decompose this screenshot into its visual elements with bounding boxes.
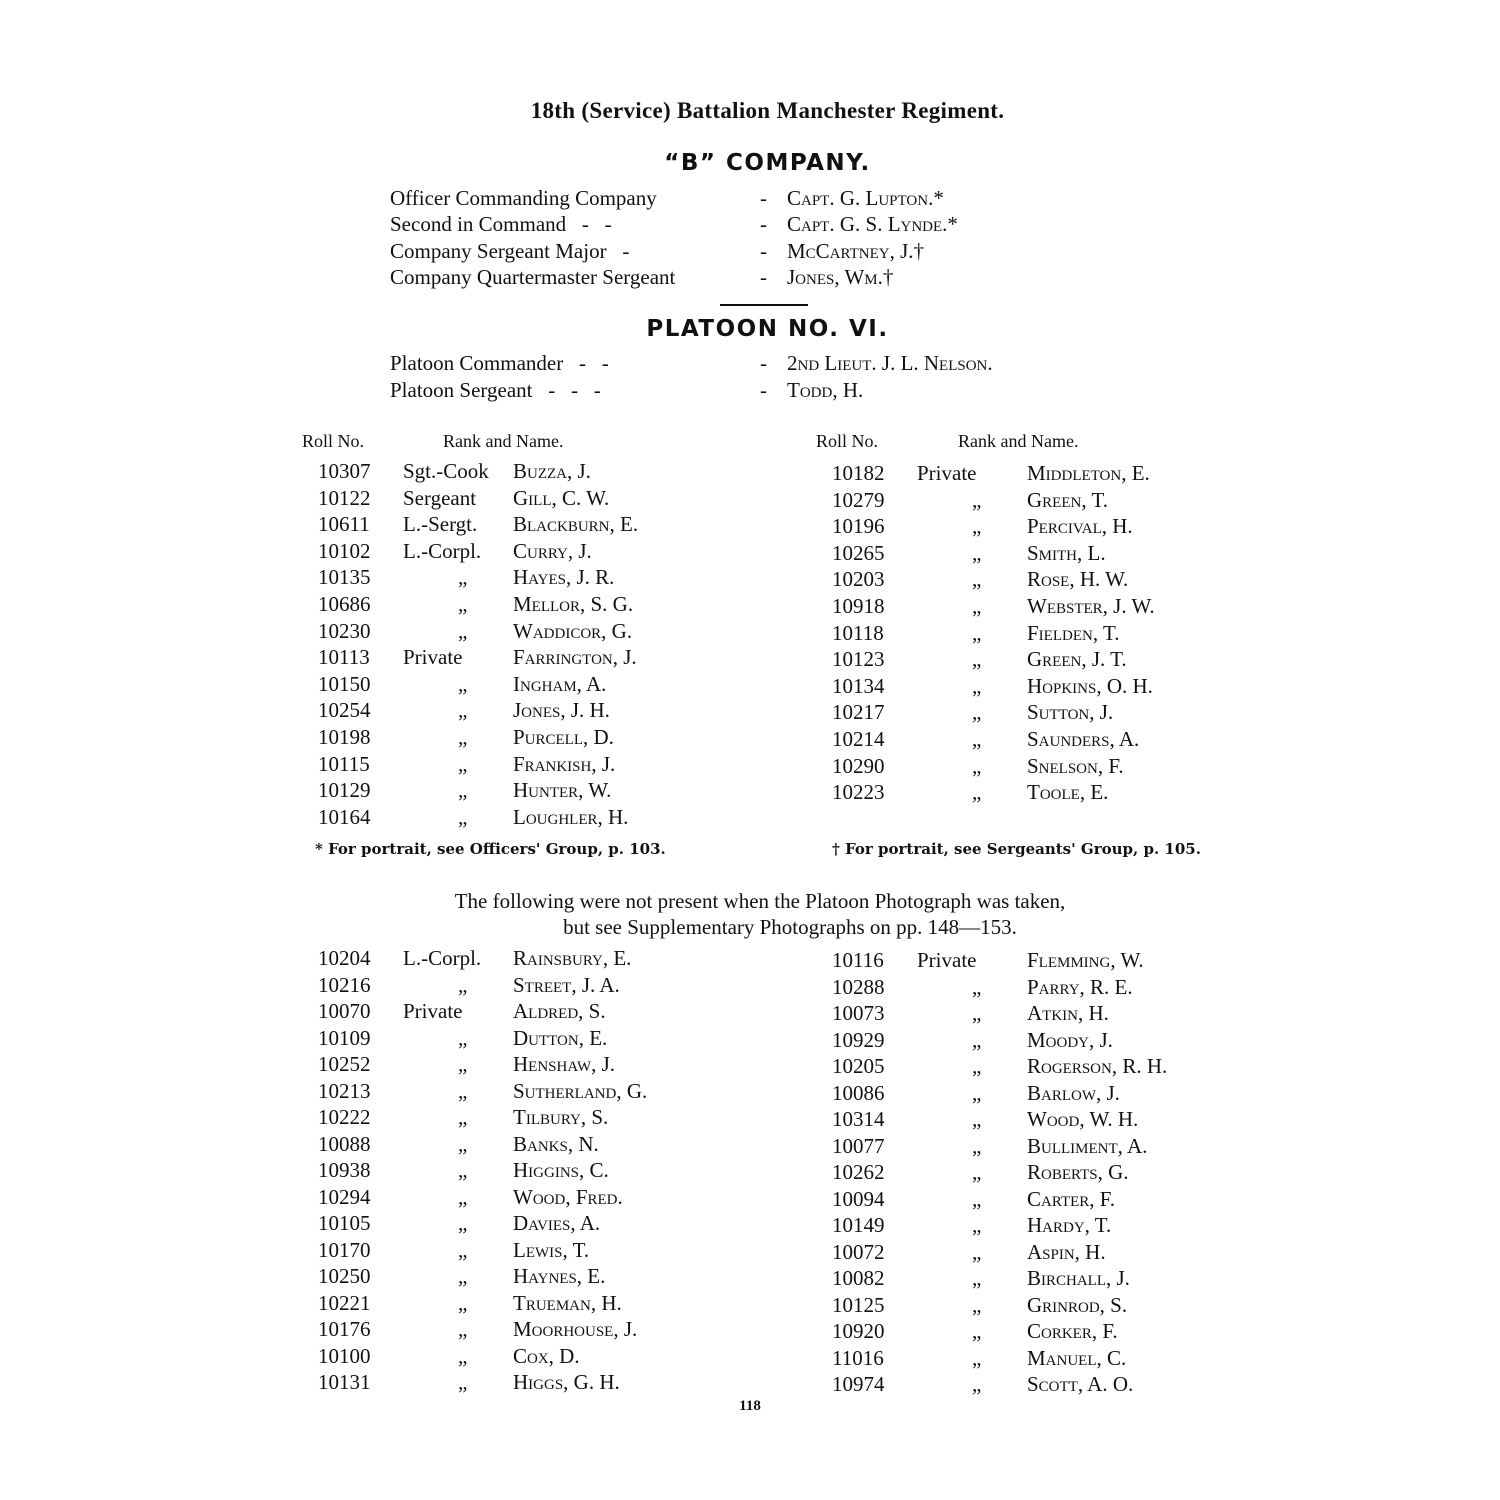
absence-notice [0, 888, 1500, 940]
rank: „ [972, 620, 982, 645]
rank: „ [458, 1317, 468, 1341]
soldier-name: Smith, L. [1027, 540, 1106, 565]
roll-number: 10109 [318, 1025, 371, 1050]
section-divider [720, 304, 808, 306]
soldier-name: Hayes, J. R. [513, 565, 615, 590]
rank: „ [972, 1345, 982, 1370]
roll-number: 10113 [318, 645, 370, 670]
soldier-name: Gill, C. W. [513, 485, 610, 510]
rank: „ [972, 1080, 982, 1105]
soldier-name: Moorhouse, J. [513, 1317, 638, 1341]
soldier-name: Webster, J. W. [1027, 594, 1155, 618]
soldier-name: Henshaw, J. [513, 1052, 616, 1076]
officer-dash: - [760, 351, 767, 375]
roll-number: 10252 [318, 1052, 371, 1076]
roll-number: 10086 [832, 1080, 885, 1105]
officer-name: Capt. G. S. Lynde.* [787, 212, 958, 236]
soldier-name: Roberts, G. [1027, 1160, 1129, 1184]
soldier-name: Haynes, E. [513, 1264, 606, 1288]
roll-number: 10294 [318, 1184, 371, 1209]
roll-number: 10314 [832, 1107, 885, 1131]
soldier-name: Birchall, J. [1027, 1266, 1130, 1290]
soldier-name: Buzza, J. [513, 459, 591, 483]
rank-name-header: Rank and Name. [958, 431, 1079, 451]
roll-number: 10217 [832, 700, 885, 725]
officer-dash: - [760, 265, 767, 289]
roll-number: 10129 [318, 778, 371, 803]
officer-name: Capt. G. Lupton.* [787, 186, 944, 210]
soldier-name: Blackburn, E. [513, 512, 639, 537]
roll-number: 10918 [832, 594, 885, 618]
rank: „ [972, 1001, 982, 1025]
officer-role: Company Sergeant Major - [390, 239, 630, 263]
rank: „ [972, 1266, 982, 1290]
rank: „ [972, 514, 982, 539]
rank: „ [458, 804, 468, 829]
roll-number: 10125 [832, 1292, 885, 1317]
soldier-name: Hopkins, O. H. [1027, 673, 1153, 698]
rank: „ [458, 1370, 468, 1394]
roll-number: 10094 [832, 1186, 885, 1211]
officer-role: Second in Command - - [390, 212, 612, 236]
roll-number: 10070 [318, 999, 371, 1023]
roll-number: 10072 [832, 1239, 885, 1264]
rank: „ [458, 1264, 468, 1288]
rank: „ [458, 725, 468, 749]
soldier-name: Ingham, A. [513, 671, 607, 696]
rank: „ [972, 1186, 982, 1211]
absence-notice-line: but see Supplementary Photographs on pp. 148—153. [563, 915, 1017, 939]
officer-name: Todd, H. [787, 378, 864, 402]
rank: „ [458, 778, 468, 803]
roll-number: 10290 [832, 753, 885, 778]
soldier-name: Waddicor, G. [513, 618, 633, 643]
roll-number: 10102 [318, 538, 371, 563]
rank: „ [458, 618, 468, 643]
soldier-name: Jones, J. H. [513, 698, 610, 723]
officer-dash: - [760, 186, 767, 210]
roll-number: 10221 [318, 1290, 371, 1315]
rank: „ [972, 1054, 982, 1078]
rank: „ [972, 1292, 982, 1317]
soldier-name: Mellor, S. G. [513, 592, 634, 616]
roll-number: 10170 [318, 1237, 371, 1262]
roll-number: 10920 [832, 1319, 885, 1343]
soldier-name: Atkin, H. [1027, 1001, 1109, 1025]
roll-number: 10135 [318, 565, 371, 590]
rank: „ [458, 1105, 468, 1129]
soldier-name: Rose, H. W. [1027, 567, 1129, 592]
rank: „ [972, 700, 982, 725]
rank: „ [972, 647, 982, 672]
soldier-name: Cox, D. [513, 1343, 580, 1368]
roll-number: 10250 [318, 1264, 371, 1288]
roll-number: 10134 [832, 673, 885, 698]
soldier-name: Carter, F. [1027, 1186, 1116, 1211]
rank: „ [458, 1158, 468, 1182]
soldier-name: Sutton, J. [1027, 700, 1114, 725]
soldier-name: Fielden, T. [1027, 620, 1120, 645]
rank: „ [972, 1160, 982, 1184]
roll-number: 10164 [318, 804, 371, 829]
rank: Private [403, 645, 463, 670]
soldier-name: Saunders, A. [1027, 727, 1140, 751]
soldier-name: Scott, A. O. [1027, 1372, 1134, 1396]
rank: „ [458, 1078, 468, 1103]
roll-number: 10929 [832, 1027, 885, 1052]
officer-role: Officer Commanding Company [390, 186, 657, 210]
roll-number: 10216 [318, 972, 371, 997]
roll-number: 10115 [318, 751, 370, 776]
soldier-name: Loughler, H. [513, 804, 629, 829]
soldier-name: Manuel, C. [1027, 1345, 1127, 1370]
roll-number: 10105 [318, 1211, 371, 1235]
footnote-officers: * For portrait, see Officers' Group, p. 103. [315, 840, 666, 858]
roll-number: 10203 [832, 567, 885, 592]
rank: Private [917, 461, 977, 485]
rank: „ [972, 1027, 982, 1052]
roll-number: 10100 [318, 1343, 371, 1368]
rank: „ [458, 592, 468, 616]
rank: „ [458, 671, 468, 696]
soldier-name: Snelson, F. [1027, 753, 1124, 778]
soldier-name: Bulliment, A. [1027, 1133, 1148, 1158]
roll-number: 10123 [832, 647, 885, 672]
soldier-name: Banks, N. [513, 1131, 599, 1156]
rank: „ [458, 1052, 468, 1076]
roll-number: 10262 [832, 1160, 885, 1184]
roll-number: 11016 [832, 1345, 884, 1370]
rank: „ [972, 567, 982, 592]
roll-number: 10307 [318, 459, 371, 483]
rank: „ [972, 1133, 982, 1158]
officer-role: Platoon Commander - - [390, 351, 609, 375]
rank: „ [458, 1025, 468, 1050]
soldier-name: Trueman, H. [513, 1290, 622, 1315]
rank: „ [458, 1343, 468, 1368]
rank: „ [972, 1213, 982, 1237]
rank: Private [403, 999, 463, 1023]
rank: „ [458, 1290, 468, 1315]
roll-number: 10214 [832, 727, 885, 751]
officer-name: Jones, Wm.† [787, 265, 894, 289]
soldier-name: Rainsbury, E. [513, 946, 632, 970]
officer-name: McCartney, J.† [787, 239, 925, 263]
roll-number: 10279 [832, 487, 885, 512]
rank: L.-Corpl. [403, 538, 482, 563]
page-number: 118 [739, 1398, 761, 1414]
rank: „ [458, 1211, 468, 1235]
soldier-name: Hunter, W. [513, 778, 612, 803]
rank: „ [972, 1319, 982, 1343]
rank: „ [972, 540, 982, 565]
rank: Sergeant [403, 485, 477, 510]
rank: „ [458, 1184, 468, 1209]
rank: Sgt.-Cook [403, 459, 489, 483]
rank: „ [972, 487, 982, 512]
soldier-name: Farrington, J. [513, 645, 637, 670]
soldier-name: Aldred, S. [513, 999, 606, 1023]
roll-number: 10082 [832, 1266, 885, 1290]
soldier-name: Middleton, E. [1027, 461, 1150, 485]
roll-number: 10073 [832, 1001, 885, 1025]
officer-name: 2nd Lieut. J. L. Nelson. [787, 351, 993, 375]
rank: „ [458, 1131, 468, 1156]
soldier-name: Hardy, T. [1027, 1213, 1112, 1237]
roll-number: 10288 [832, 974, 885, 999]
soldier-name: Dutton, E. [513, 1025, 608, 1050]
soldier-name: Sutherland, G. [513, 1078, 648, 1103]
roll-number: 10088 [318, 1131, 371, 1156]
roll-number: 10686 [318, 592, 371, 616]
officer-role: Platoon Sergeant - - - [390, 378, 601, 402]
rank: „ [458, 751, 468, 776]
soldier-name: Wood, W. H. [1027, 1107, 1139, 1131]
rank: „ [972, 727, 982, 751]
roll-number: 10254 [318, 698, 371, 723]
rank: „ [458, 565, 468, 590]
soldier-name: Higgs, G. H. [513, 1370, 620, 1394]
roll-number: 10974 [832, 1372, 885, 1396]
soldier-name: Rogerson, R. H. [1027, 1054, 1168, 1078]
roll-number: 10222 [318, 1105, 371, 1129]
roll-number: 10938 [318, 1158, 371, 1182]
roll-number: 10198 [318, 725, 371, 749]
footnote-sergeants: † For portrait, see Sergeants' Group, p. 105. [832, 840, 1201, 858]
roll-number: 10077 [832, 1133, 885, 1158]
rank: „ [458, 698, 468, 723]
roll-number: 10131 [318, 1370, 371, 1394]
platoon-heading: PLATOON NO. VI. [646, 316, 889, 342]
roll-no-header: Roll No. [302, 431, 365, 451]
soldier-name: Grinrod, S. [1027, 1292, 1128, 1317]
soldier-name: Corker, F. [1027, 1319, 1118, 1343]
soldier-name: Aspin, H. [1027, 1239, 1106, 1264]
rank: „ [972, 1107, 982, 1131]
soldier-name: Parry, R. E. [1027, 974, 1133, 999]
absence-notice-line: The following were not present when the Platoon Photograph was taken, [454, 889, 1066, 913]
roll-number: 10230 [318, 618, 371, 643]
roll-number: 10116 [832, 948, 884, 972]
soldier-name: Moody, J. [1027, 1027, 1113, 1052]
rank: „ [458, 1237, 468, 1262]
rank: „ [972, 1239, 982, 1264]
soldier-name: Frankish, J. [513, 751, 616, 776]
officer-role: Company Quartermaster Sergeant [390, 265, 676, 289]
rank: „ [972, 1372, 982, 1396]
soldier-name: Purcell, D. [513, 725, 614, 749]
roll-number: 10265 [832, 540, 885, 565]
roll-number: 10213 [318, 1078, 371, 1103]
soldier-name: Percival, H. [1027, 514, 1133, 539]
rank: „ [972, 753, 982, 778]
rank: L.-Sergt. [403, 512, 478, 537]
roll-number: 10176 [318, 1317, 371, 1341]
soldier-name: Wood, Fred. [513, 1184, 623, 1209]
rank: „ [972, 780, 982, 805]
officer-dash: - [760, 378, 767, 402]
soldier-name: Curry, J. [513, 538, 592, 563]
roll-number: 10223 [832, 780, 885, 805]
roll-number: 10118 [832, 620, 884, 645]
company-heading: “B” COMPANY. [664, 150, 871, 176]
soldier-name: Toole, E. [1027, 780, 1109, 805]
roll-number: 10611 [318, 512, 370, 537]
soldier-name: Barlow, J. [1027, 1080, 1120, 1105]
soldier-name: Street, J. A. [513, 972, 620, 997]
rank-name-header: Rank and Name. [443, 431, 564, 451]
rank: „ [972, 594, 982, 618]
rank: „ [458, 972, 468, 997]
roll-number: 10205 [832, 1054, 885, 1078]
rank: L.-Corpl. [403, 946, 482, 970]
roll-no-header: Roll No. [816, 431, 879, 451]
rank: Private [917, 948, 977, 972]
roll-number: 10150 [318, 671, 371, 696]
rank: „ [972, 974, 982, 999]
soldier-name: Davies, A. [513, 1211, 601, 1235]
page-title: 18th (Service) Battalion Manchester Regiment. [530, 98, 1005, 123]
soldier-name: Green, J. T. [1027, 647, 1127, 672]
soldier-name: Tilbury, S. [513, 1105, 609, 1129]
roll-number: 10196 [832, 514, 885, 539]
roll-number: 10182 [832, 461, 885, 485]
rank: „ [972, 673, 982, 698]
roll-number: 10122 [318, 485, 371, 510]
officer-dash: - [760, 212, 767, 236]
soldier-name: Higgins, C. [513, 1158, 609, 1182]
soldier-name: Lewis, T. [513, 1237, 590, 1262]
roll-number: 10149 [832, 1213, 885, 1237]
soldier-name: Flemming, W. [1027, 948, 1144, 972]
officer-dash: - [760, 239, 767, 263]
soldier-name: Green, T. [1027, 487, 1108, 512]
roll-number: 10204 [318, 946, 371, 970]
